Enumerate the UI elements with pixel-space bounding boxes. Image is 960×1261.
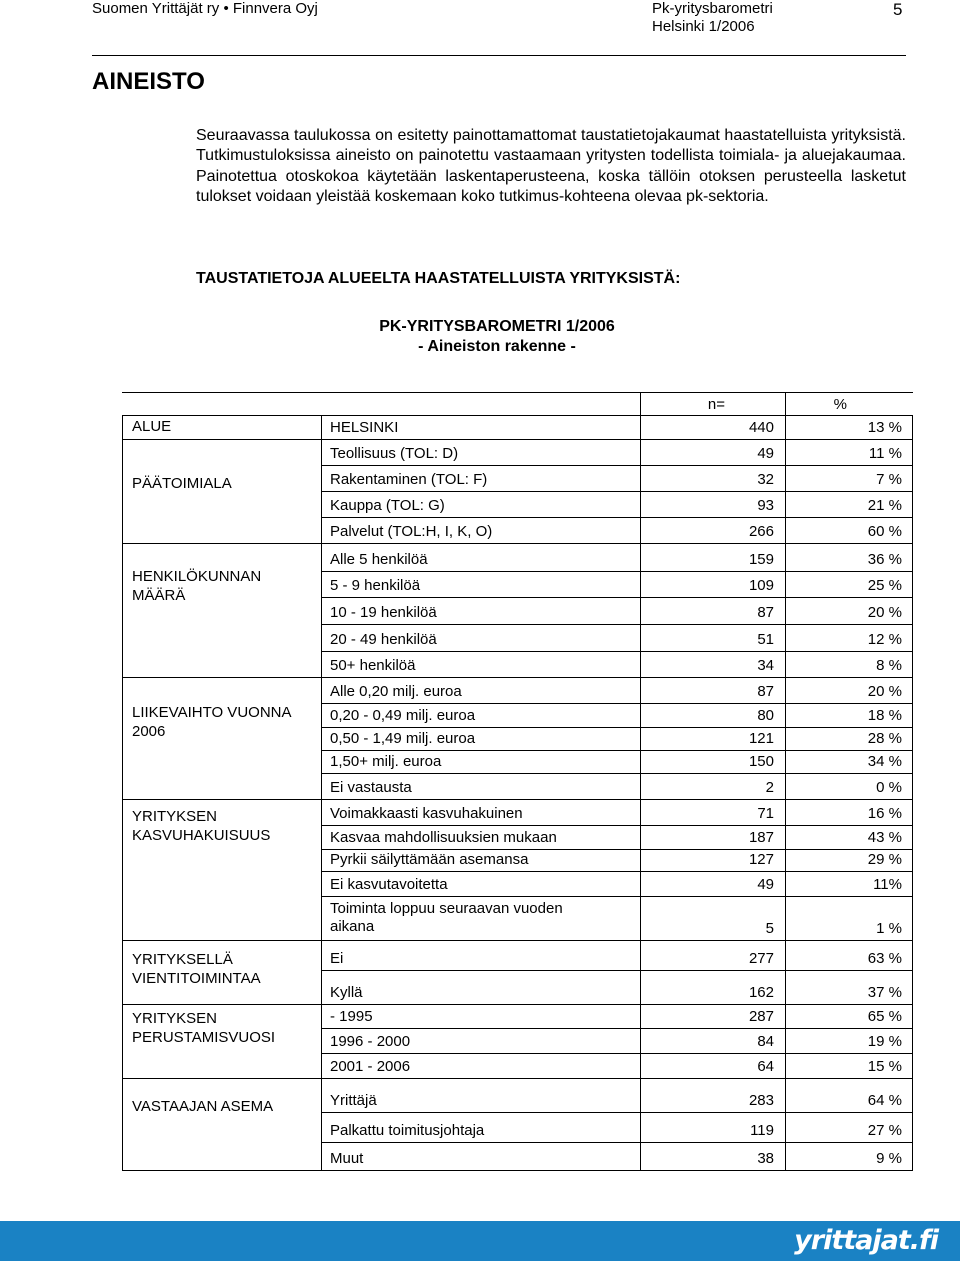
column-divider: [640, 415, 641, 439]
row-n-value: 283: [748, 1092, 774, 1109]
table-left-border: [122, 415, 123, 439]
row-pct-value: 16 %: [867, 805, 902, 822]
group-border: [122, 799, 913, 800]
column-divider: [640, 1004, 641, 1078]
row-label: Toiminta loppuu seuraavan vuoden aikana: [330, 900, 563, 935]
column-divider: [640, 439, 641, 543]
category-label: VASTAAJAN ASEMA: [132, 1097, 274, 1115]
column-divider: [640, 940, 641, 1004]
row-border: [321, 1028, 913, 1029]
row-n-value: 127: [748, 851, 774, 868]
row-label: Voimakkaasti kasvuhakuinen: [330, 805, 523, 822]
table-left-border: [122, 543, 123, 677]
column-divider: [321, 543, 322, 677]
table-left-border: [122, 940, 123, 1004]
row-label: Teollisuus (TOL: D): [330, 445, 459, 462]
page-title: AINEISTO: [92, 68, 205, 95]
column-divider: [321, 1004, 322, 1078]
row-n-value: 287: [748, 1008, 774, 1025]
table-right-border: [912, 677, 913, 799]
row-n-value: 34: [757, 657, 774, 674]
row-pct-value: 0 %: [876, 779, 902, 796]
group-border: [122, 940, 913, 941]
table-left-border: [122, 799, 123, 940]
column-header-n: n=: [707, 396, 725, 413]
row-pct-value: 27 %: [867, 1122, 902, 1139]
row-label: 20 - 49 henkilöä: [330, 631, 437, 648]
row-label: Ei vastausta: [330, 779, 412, 796]
header-divider: [785, 392, 786, 415]
row-label: Muut: [330, 1150, 364, 1167]
table-right-border: [912, 1004, 913, 1078]
row-border: [321, 849, 913, 850]
table-right-border: [912, 439, 913, 543]
row-n-value: 87: [757, 604, 774, 621]
row-border: [321, 491, 913, 492]
table-bottom-border: [122, 1170, 913, 1171]
category-label: YRITYKSEN PERUSTAMISVUOSI: [132, 1010, 276, 1046]
row-label: Alle 5 henkilöä: [330, 551, 428, 568]
row-label: Kauppa (TOL: G): [330, 497, 445, 514]
table-left-border: [122, 439, 123, 543]
table-right-border: [912, 940, 913, 1004]
row-n-value: 84: [757, 1033, 774, 1050]
row-n-value: 51: [757, 631, 774, 648]
header-report: Pk-yritysbarometri: [652, 0, 773, 17]
category-label: YRITYKSELLÄ VIENTITOIMINTAA: [132, 951, 261, 987]
header-divider: [640, 392, 641, 415]
row-pct-value: 13 %: [867, 419, 902, 436]
row-border: [321, 1112, 913, 1113]
row-n-value: 109: [748, 577, 774, 594]
row-label: Kyllä: [330, 984, 363, 1001]
category-label: YRITYKSEN KASVUHAKUISUUS: [132, 808, 271, 844]
row-pct-value: 60 %: [867, 523, 902, 540]
row-n-value: 159: [748, 551, 774, 568]
column-header-pct: %: [833, 396, 847, 413]
row-pct-value: 34 %: [867, 753, 902, 770]
row-n-value: 150: [748, 753, 774, 770]
table-subtitle: - Aineiston rakenne -: [418, 338, 576, 355]
table-left-border: [122, 677, 123, 799]
column-divider: [640, 1078, 641, 1170]
group-border: [122, 1078, 913, 1079]
row-label: Ei kasvutavoitetta: [330, 876, 448, 893]
row-n-value: 162: [748, 984, 774, 1001]
row-border: [321, 571, 913, 572]
row-n-value: 32: [757, 471, 774, 488]
row-label: HELSINKI: [330, 419, 399, 436]
row-label: 1996 - 2000: [330, 1033, 411, 1050]
row-border: [321, 624, 913, 625]
table-title: PK-YRITYSBAROMETRI 1/2006: [379, 318, 615, 335]
row-border: [321, 750, 913, 751]
row-n-value: 49: [757, 876, 774, 893]
column-divider: [640, 677, 641, 799]
row-pct-value: 7 %: [876, 471, 902, 488]
row-label: Rakentaminen (TOL: F): [330, 471, 488, 488]
row-label: Kasvaa mahdollisuuksien mukaan: [330, 829, 557, 846]
row-n-value: 119: [750, 1122, 774, 1139]
column-divider: [785, 439, 786, 543]
row-pct-value: 21 %: [867, 497, 902, 514]
row-pct-value: 65 %: [867, 1008, 902, 1025]
row-border: [321, 1053, 913, 1054]
row-border: [321, 465, 913, 466]
row-label: Palkattu toimitusjohtaja: [330, 1122, 485, 1139]
row-pct-value: 63 %: [867, 950, 902, 967]
row-n-value: 440: [748, 419, 774, 436]
row-pct-value: 36 %: [867, 551, 902, 568]
row-n-value: 49: [757, 445, 774, 462]
table-right-border: [912, 1078, 913, 1170]
section-title: TAUSTATIETOJA ALUEELTA HAASTATELLUISTA YRITYKSISTÄ:: [196, 270, 681, 287]
footer-bar: [0, 1221, 960, 1261]
row-label: 0,50 - 1,49 milj. euroa: [330, 730, 476, 747]
row-label: Ei: [330, 950, 344, 967]
group-border: [122, 677, 913, 678]
row-pct-value: 43 %: [867, 829, 902, 846]
row-label: Palvelut (TOL:H, I, K, O): [330, 523, 493, 540]
header-org: Suomen Yrittäjät ry • Finnvera Oyj: [92, 0, 318, 17]
row-pct-value: 1 %: [876, 920, 902, 937]
row-pct-value: 11 %: [868, 445, 902, 462]
column-divider: [785, 543, 786, 677]
row-border: [321, 896, 913, 897]
row-pct-value: 64 %: [867, 1092, 902, 1109]
row-n-value: 71: [757, 805, 774, 822]
row-n-value: 121: [748, 730, 774, 747]
page-number: 5: [893, 0, 903, 19]
table-left-border: [122, 1078, 123, 1170]
row-pct-value: 9 %: [876, 1150, 902, 1167]
row-n-value: 87: [757, 683, 774, 700]
column-divider: [640, 799, 641, 940]
row-border: [321, 651, 913, 652]
row-n-value: 187: [748, 829, 774, 846]
row-border: [321, 1142, 913, 1143]
row-pct-value: 20 %: [867, 604, 902, 621]
row-label: 2001 - 2006: [330, 1058, 411, 1075]
row-label: Yrittäjä: [330, 1092, 377, 1109]
column-divider: [785, 940, 786, 1004]
category-label: PÄÄTOIMIALA: [132, 474, 232, 492]
row-label: 1,50+ milj. euroa: [330, 753, 442, 770]
row-n-value: 277: [748, 950, 774, 967]
row-border: [321, 825, 913, 826]
intro-paragraph: Seuraavassa taulukossa on esitetty painottamattomat taustatietojakaumat haastatelluista yrityksistä. Tutkimustuloksissa aineisto on painotettu vastaamaan yritysten todellista toimiala- ja aluejakaumaa. Painotettua otoskokoa käytetään laskentaperusteena, koska tällöin otoksen perusteella lasketut tulokset voidaan yleistää koskemaan koko tutkimus-kohteena olevaa pk-sektoria.: [196, 127, 906, 206]
row-pct-value: 25 %: [867, 577, 902, 594]
row-pct-value: 18 %: [867, 707, 902, 724]
row-label: 5 - 9 henkilöä: [330, 577, 421, 594]
category-label: ALUE: [132, 417, 172, 435]
row-border: [321, 703, 913, 704]
row-pct-value: 37 %: [867, 984, 902, 1001]
row-pct-value: 28 %: [867, 730, 902, 747]
table-right-border: [912, 415, 913, 439]
column-divider: [321, 677, 322, 799]
row-label: 50+ henkilöä: [330, 657, 416, 674]
row-label: Alle 0,20 milj. euroa: [330, 683, 462, 700]
row-label: 10 - 19 henkilöä: [330, 604, 437, 621]
row-label: 0,20 - 0,49 milj. euroa: [330, 707, 476, 724]
row-border: [321, 597, 913, 598]
row-border: [321, 970, 913, 971]
column-divider: [785, 1004, 786, 1078]
row-n-value: 266: [748, 523, 774, 540]
row-label: - 1995: [330, 1008, 373, 1025]
row-label: Pyrkii säilyttämään asemansa: [330, 851, 529, 868]
row-n-value: 80: [757, 707, 774, 724]
table-left-border: [122, 1004, 123, 1078]
column-divider: [321, 1078, 322, 1170]
row-pct-value: 12 %: [867, 631, 902, 648]
row-pct-value: 8 %: [876, 657, 902, 674]
table-top-border: [122, 392, 913, 393]
header-edition: Helsinki 1/2006: [652, 18, 755, 35]
row-border: [321, 871, 913, 872]
header-rule: [92, 55, 906, 56]
row-border: [321, 773, 913, 774]
column-divider: [321, 799, 322, 940]
yrittajat-logo: yrittajat.fi: [794, 1225, 938, 1256]
column-divider: [785, 415, 786, 439]
row-n-value: 64: [757, 1058, 774, 1075]
category-label: HENKILÖKUNNAN MÄÄRÄ: [132, 568, 262, 604]
column-divider: [321, 439, 322, 543]
row-n-value: 38: [757, 1150, 774, 1167]
column-divider: [321, 415, 322, 439]
row-pct-value: 20 %: [867, 683, 902, 700]
row-n-value: 5: [765, 920, 774, 937]
group-border: [122, 415, 913, 416]
row-border: [321, 517, 913, 518]
group-border: [122, 1004, 913, 1005]
group-border: [122, 543, 913, 544]
row-pct-value: 29 %: [867, 851, 902, 868]
column-divider: [321, 940, 322, 1004]
row-pct-value: 11%: [873, 876, 902, 893]
column-divider: [785, 799, 786, 940]
column-divider: [785, 677, 786, 799]
category-label: LIIKEVAIHTO VUONNA 2006: [132, 704, 291, 740]
row-n-value: 93: [757, 497, 774, 514]
row-pct-value: 15 %: [867, 1058, 902, 1075]
row-border: [321, 727, 913, 728]
column-divider: [640, 543, 641, 677]
group-border: [122, 439, 913, 440]
row-n-value: 2: [765, 779, 774, 796]
table-right-border: [912, 799, 913, 940]
table-right-border: [912, 543, 913, 677]
row-pct-value: 19 %: [867, 1033, 902, 1050]
column-divider: [785, 1078, 786, 1170]
